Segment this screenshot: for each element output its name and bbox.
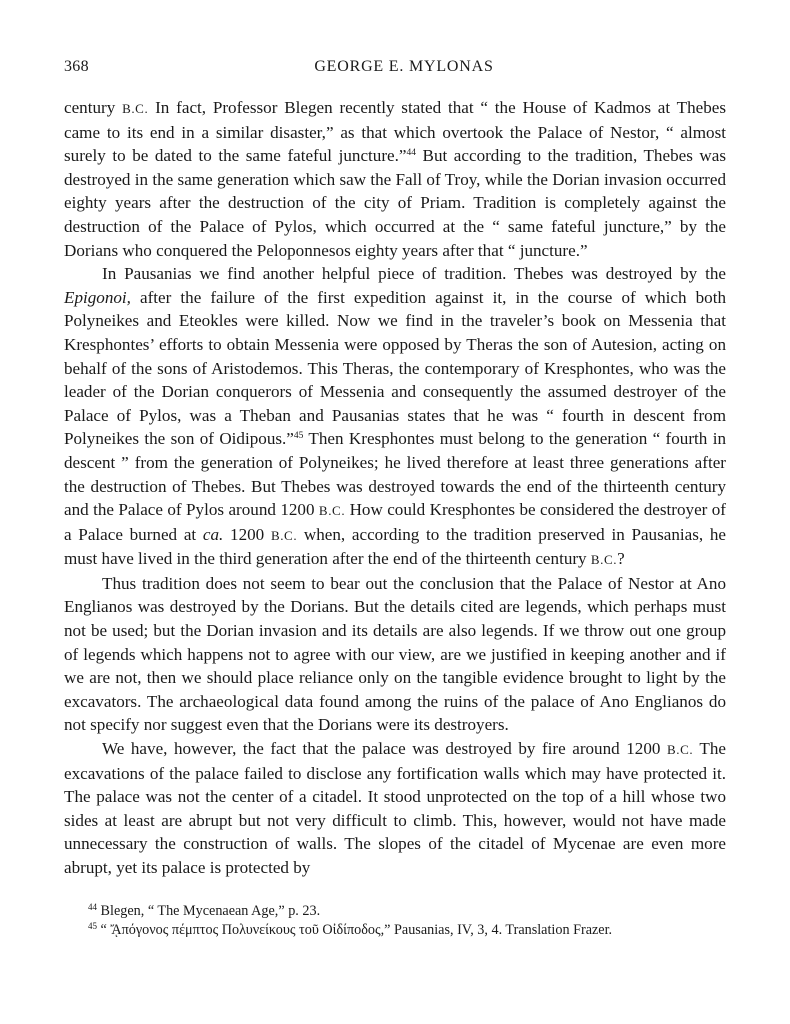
- footnote-mark: 45: [88, 921, 97, 932]
- era-abbreviation: B.C.: [666, 742, 694, 758]
- era-abbreviation: B.C.: [122, 101, 149, 116]
- text-run: after the failure of the first expedition against it, in the course of which both Polyneikes and Eteokles were killed. Now we find in the traveler’s book on Messenia that Kresphontes’ efforts to obtain Messenia were opposed by Theras the son of Autesion, acting on behalf of the sons of Aristodemos. This Theras, the contemporary of Kresphontes, who was the leader of the Dorian conquerors of Messenia and consequently the assumed destroyer of the Palace of Pylos, was a Theban and Pausanias states that he was “ fourth in descent from Polyneikes the son of Oidipous.”: [64, 287, 726, 449]
- paragraph-4: [64, 737, 726, 880]
- text-run: In Pausanias we find another helpful piece of tradition. Thebes was destroyed by the: [102, 264, 726, 284]
- running-head: [64, 58, 726, 82]
- page-number: 368: [64, 58, 89, 75]
- body-text: [64, 96, 726, 880]
- italic-term: ca.: [202, 524, 224, 544]
- text-run: We have, however, the fact that the palace was destroyed by fire around 1200: [102, 739, 667, 759]
- text-run: Then Kresphontes must belong to the generation “ fourth in descent ” from the generation of Polyneikes; he lived therefore at least three generations after the destruction of Thebes. But Thebes was destroyed towards the end of the thirteenth century and the Palace of Pylos around 1200: [64, 429, 726, 520]
- footnote-45: [64, 921, 726, 941]
- era-abbreviation: B.C.: [318, 503, 346, 519]
- paragraph-2: [64, 262, 726, 572]
- text-run: Thus tradition does not seem to bear out the conclusion that the Palace of Nestor at Ano Englianos was destroyed by the Dorians. But the details cited are legends, which perhaps must not be used; but the Dorian invasion and its details are also legends. If we throw out one group of legends which happens not to agree with our view, are we justified in keeping another and if we are not, then we should place reliance only on the tangible evidence brought to light by the excavators. The archaeological data found among the ruins of the palace of Ano Englianos do not specify nor suggest even that the Dorians were its destroyers.: [64, 573, 726, 735]
- page: [64, 58, 726, 941]
- era-abbreviation: B.C.: [590, 552, 618, 568]
- text-run: 1200: [223, 524, 271, 544]
- era-abbreviation: B.C.: [270, 527, 298, 543]
- footnote-reference-44: 44: [406, 148, 416, 159]
- text-run: when, according to the tradition preserved in Pausanias, he must have lived in the third generation after the end of the thirteenth century: [64, 524, 727, 569]
- text-run: ?: [617, 549, 625, 569]
- paragraph-1: [64, 96, 726, 262]
- footnote-reference-45: 45: [293, 431, 304, 442]
- text-run: But according to the tradition, Thebes was destroyed in the same generation which saw the Fall of Troy, while the Dorian invasion occurred eighty years after the destruction of the city of Priam. Tradition is completely against the destruction of the Palace of Pylos, which occurred at the “ same fateful juncture,” by the Dorians who conquered the Peloponnesos eighty years after that “ juncture.”: [64, 146, 726, 260]
- text-run: In fact, Professor Blegen recently stated that “ the House of Kadmos at Thebes came to its end in a similar disaster,” as that which overtook the Palace of Nestor, “ almost surely to be dated to the same fateful juncture.”: [64, 98, 726, 166]
- italic-term: Epigonoi,: [64, 287, 131, 307]
- footnote-text: “ ᾌπόγονος πέμπτος Πολυνείκους τοῦ Οἰδίποδος,” Pausanias, IV, 3, 4. Translation Frazer.: [97, 922, 613, 939]
- text-run: century: [64, 98, 123, 117]
- footnotes: [64, 902, 726, 941]
- text-run: The excavations of the palace failed to disclose any fortification walls which may have protected it. The palace was not the center of a citadel. It stood unprotected on the top of a hill whose two sides at least are abrupt but not very difficult to climb. This, however, would not have made unnecessary the construction of walls. The slopes of the citadel of Mycenae are even more abrupt, yet its palace is protected by: [64, 739, 727, 877]
- footnote-text: Blegen, “ The Mycenaean Age,” p. 23.: [97, 902, 321, 919]
- footnote-44: [64, 902, 726, 922]
- paragraph-3: [64, 572, 726, 737]
- running-title: GEORGE E. MYLONAS: [314, 58, 494, 75]
- footnote-mark: 44: [88, 901, 97, 912]
- text-run: How could Kresphontes be considered the destroyer of a Palace burned at: [64, 500, 726, 544]
